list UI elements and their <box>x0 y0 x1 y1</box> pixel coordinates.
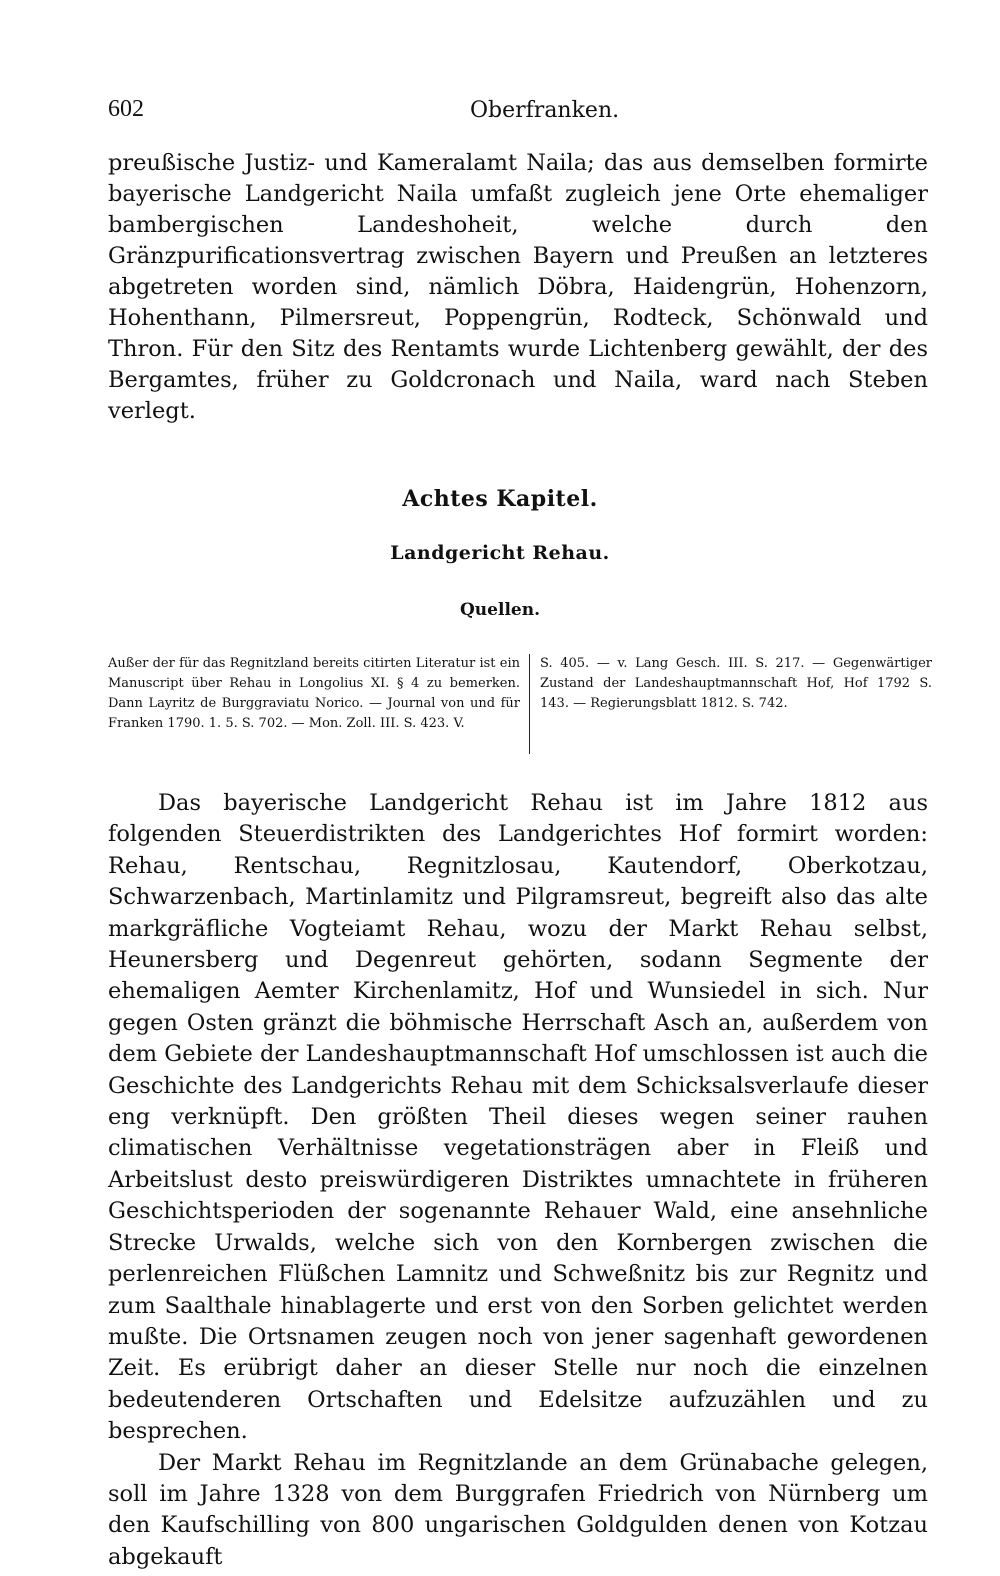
body-text <box>108 788 928 1573</box>
sources-right-column: S. 405. — v. Lang Gesch. III. S. 217. — Gegenwärtiger Zustand der Landeshauptmannschaft Hof, Hof 1792 S. 143. — Regierungsblatt 1812. S. 742. <box>540 656 932 711</box>
chapter-title: Achtes Kapitel. <box>402 486 598 512</box>
page-number: 602 <box>108 96 144 122</box>
section-title: Landgericht Rehau. <box>390 542 610 564</box>
sources-block <box>108 654 930 764</box>
page-header <box>108 96 930 136</box>
sources-left-column: Außer der für das Regnitzland bereits citirten Literatur ist ein Manuscript über Rehau in Longolius XI. § 4 zu bemerken. Dann Layritz de Burggraviatu Norico. — Journal von und für Franken 1790. 1. 5. S. 702. — Mon. Zoll. III. S. 423. V. <box>108 656 520 731</box>
sources-heading: Quellen. <box>460 600 540 620</box>
sources-column-divider <box>529 654 530 754</box>
body-paragraph: Der Markt Rehau im Regnitzlande an dem Grünabache gelegen, soll im Jahre 1328 von dem Burggrafen Friedrich von Nürnberg um den Kaufschilling von 800 ungarischen Goldgulden denen von Kotzau abgekauft <box>108 1449 928 1570</box>
intro-paragraph: preußische Justiz- und Kameralamt Naila; das aus demselben formirte bayerische Landgericht Naila umfaßt zugleich jene Orte ehemaliger bambergischen Landeshoheit, welche durch den Gränzpurificationsvertrag zwischen Bayern und Preußen an letzteres abgetreten worden sind, nämlich Döbra, Haidengrün, Hohenzorn, Hohenthann, Pilmersreut, Poppengrün, Rodteck, Schönwald und Thron. Für den Sitz des Rentamts wurde Lichtenberg gewählt, der des Bergamtes, früher zu Goldcronach und Naila, ward nach Steben verlegt. <box>108 150 928 424</box>
running-head: Oberfranken. <box>470 98 620 123</box>
body-paragraph: Das bayerische Landgericht Rehau ist im Jahre 1812 aus folgenden Steuerdistrikten des Landgerichtes Hof formirt worden: Rehau, Rentschau, Regnitzlosau, Kautendorf, Oberkotzau, Schwarzenbach, Martinlamitz und Pilgramsreut, begreift also das alte markgräfliche Vogteiamt Rehau, wozu der Markt Rehau selbst, Heunersberg und Degenreut gehörten, sodann Segmente der ehemaligen Aemter Kirchenlamitz, Hof und Wunsiedel in sich. Nur gegen Osten gränzt die böhmische Herrschaft Asch an, außerdem von dem Gebiete der Landeshauptmannschaft Hof umschlossen ist auch die Geschichte des Landgerichts Rehau mit dem Schicksalsverlaufe dieser eng verknüpft. Den größten Theil dieses wegen seiner rauhen climatischen Verhältnisse vegetationsträgen aber in Fleiß und Arbeitslust desto preiswürdigeren Distriktes umnachtete in früheren Geschichtsperioden der sogenannte Rehauer Wald, eine ansehnliche Strecke Urwalds, welche sich von den Kornbergen zwischen die perlenreichen Flüßchen Lamnitz und Schweßnitz bis zur Regnitz und zum Saalthale hinablagerte und erst von den Sorben gelichtet werden mußte. Die Ortsnamen zeugen noch von jener sagenhaft gewordenen Zeit. Es erübrigt daher an dieser Stelle nur noch die einzelnen bedeutenderen Ortschaften und Edelsitze aufzuzählen und zu besprechen. <box>108 790 928 1445</box>
